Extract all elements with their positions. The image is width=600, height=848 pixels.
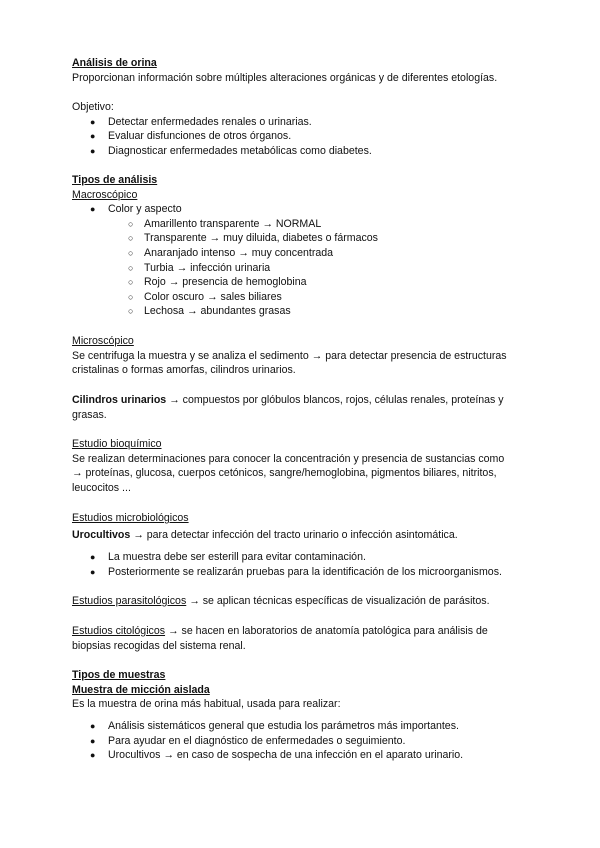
bullet-icon: ● — [90, 131, 96, 142]
bullet-icon: ● — [90, 566, 96, 577]
muestras-item: Análisis sistemáticos general que estudia los parámetros más importantes. — [108, 720, 459, 732]
label-estudios-parasitologicos: Estudios parasitológicos — [72, 595, 187, 607]
macro-subitem: Rojo → presencia de hemoglobina — [144, 276, 307, 289]
objetivo-item: Evaluar disfunciones de otros órganos. — [108, 130, 292, 143]
cilindros-line-2: grasas. — [72, 408, 107, 421]
macro-subitem: Anaranjado intenso → muy concentrada — [144, 247, 334, 259]
micro-text-line: Se centrifuga la muestra y se analiza el sedimento → para detectar presencia de estructuras — [72, 349, 507, 362]
bullet-icon: ● — [90, 116, 96, 127]
label-estudios-citologicos: Estudios citológicos — [72, 625, 166, 637]
cilindros-term: Cilindros urinarios — [72, 394, 167, 406]
citologicos-desc: → se hacen en laboratorios de anatomía patológica para análisis de — [165, 625, 488, 637]
bullet-icon: ● — [90, 735, 96, 746]
parasitologicos-line — [72, 594, 490, 609]
objetivo-item: Detectar enfermedades renales o urinarias. — [108, 115, 312, 128]
heading-tipos-muestras: Tipos de muestras — [72, 669, 166, 681]
label-macroscopico: Macroscópico — [72, 188, 138, 201]
muestras-item: Para ayudar en el diagnóstico de enfermedades o seguimiento. — [108, 734, 406, 747]
macro-subitem: Color oscuro → sales biliares — [144, 290, 282, 303]
microbiologicos-item: La muestra debe ser esterill para evitar contaminación. — [108, 551, 366, 563]
label-estudio-bioquimico: Estudio bioquímico — [72, 438, 162, 450]
circle-bullet-icon: ○ — [128, 218, 134, 229]
macro-subitem: Lechosa → abundantes grasas — [144, 305, 291, 318]
macro-subitem: Transparente → muy diluida, diabetes o fármacos — [144, 232, 378, 245]
title-analisis-orina: Análisis de orina — [72, 57, 157, 69]
circle-bullet-icon: ○ — [128, 262, 134, 273]
circle-bullet-icon: ○ — [128, 233, 134, 244]
circle-bullet-icon: ○ — [128, 277, 134, 288]
circle-bullet-icon: ○ — [128, 248, 134, 258]
citologicos-line-2: biopsias recogidas del sistema renal. — [72, 639, 246, 652]
cilindros-line — [72, 393, 504, 408]
bioquimico-text-line: → proteínas, glucosa, cuerpos cetónicos, sangre/hemoglobina, pigmentos biliares, nitritos, — [72, 467, 497, 480]
bioquimico-text-line: Se realizan determinaciones para conocer la concentración y presencia de sustancias como — [72, 452, 505, 465]
microbiologicos-item: Posteriormente se realizarán pruebas para la identificación de los microorganismos. — [108, 565, 502, 578]
macro-item: Color y aspecto — [108, 203, 182, 216]
circle-bullet-icon: ○ — [128, 306, 134, 317]
label-microscopico: Microscópico — [72, 335, 134, 347]
objetivo-item: Diagnosticar enfermedades metabólicas como diabetes. — [108, 144, 372, 157]
label-estudios-microbiologicos: Estudios microbiológicos — [72, 512, 189, 524]
urocultivos-term: Urocultivos — [72, 529, 131, 541]
parasitologicos-desc: → se aplican técnicas específicas de visualización de parásitos. — [186, 595, 490, 607]
bioquimico-text-line: leucocitos ... — [72, 481, 131, 494]
intro-text: Proporcionan información sobre múltiples alteraciones orgánicas y de diferentes etologías. — [72, 72, 498, 84]
heading-muestra-miccion: Muestra de micción aislada — [72, 683, 210, 696]
muestras-item: Urocultivos → en caso de sospecha de una infección en el aparato urinario. — [108, 749, 464, 762]
macro-subitem: Turbia → infección urinaria — [144, 261, 271, 274]
urocultivos-desc: → para detectar infección del tracto urinario o infección asintomática. — [130, 529, 458, 541]
macro-subitem: Amarillento transparente → NORMAL — [144, 217, 322, 230]
urocultivos-line — [72, 528, 458, 543]
bullet-icon: ● — [90, 145, 96, 156]
bullet-icon: ● — [90, 552, 96, 562]
circle-bullet-icon: ○ — [128, 291, 134, 302]
bullet-icon: ● — [90, 204, 96, 215]
bullet-icon: ● — [90, 750, 96, 761]
micro-text-line: cristalinas o formas amorfas, cilindros urinarios. — [72, 364, 296, 377]
heading-tipos-analisis: Tipos de análisis — [72, 174, 158, 186]
bullet-icon: ● — [90, 721, 96, 731]
cilindros-desc: → compuestos por glóbulos blancos, rojos, células renales, proteínas y — [166, 394, 504, 406]
muestras-intro: Es la muestra de orina más habitual, usada para realizar: — [72, 698, 341, 711]
objetivo-label: Objetivo: — [72, 101, 114, 113]
citologicos-line — [72, 624, 488, 639]
